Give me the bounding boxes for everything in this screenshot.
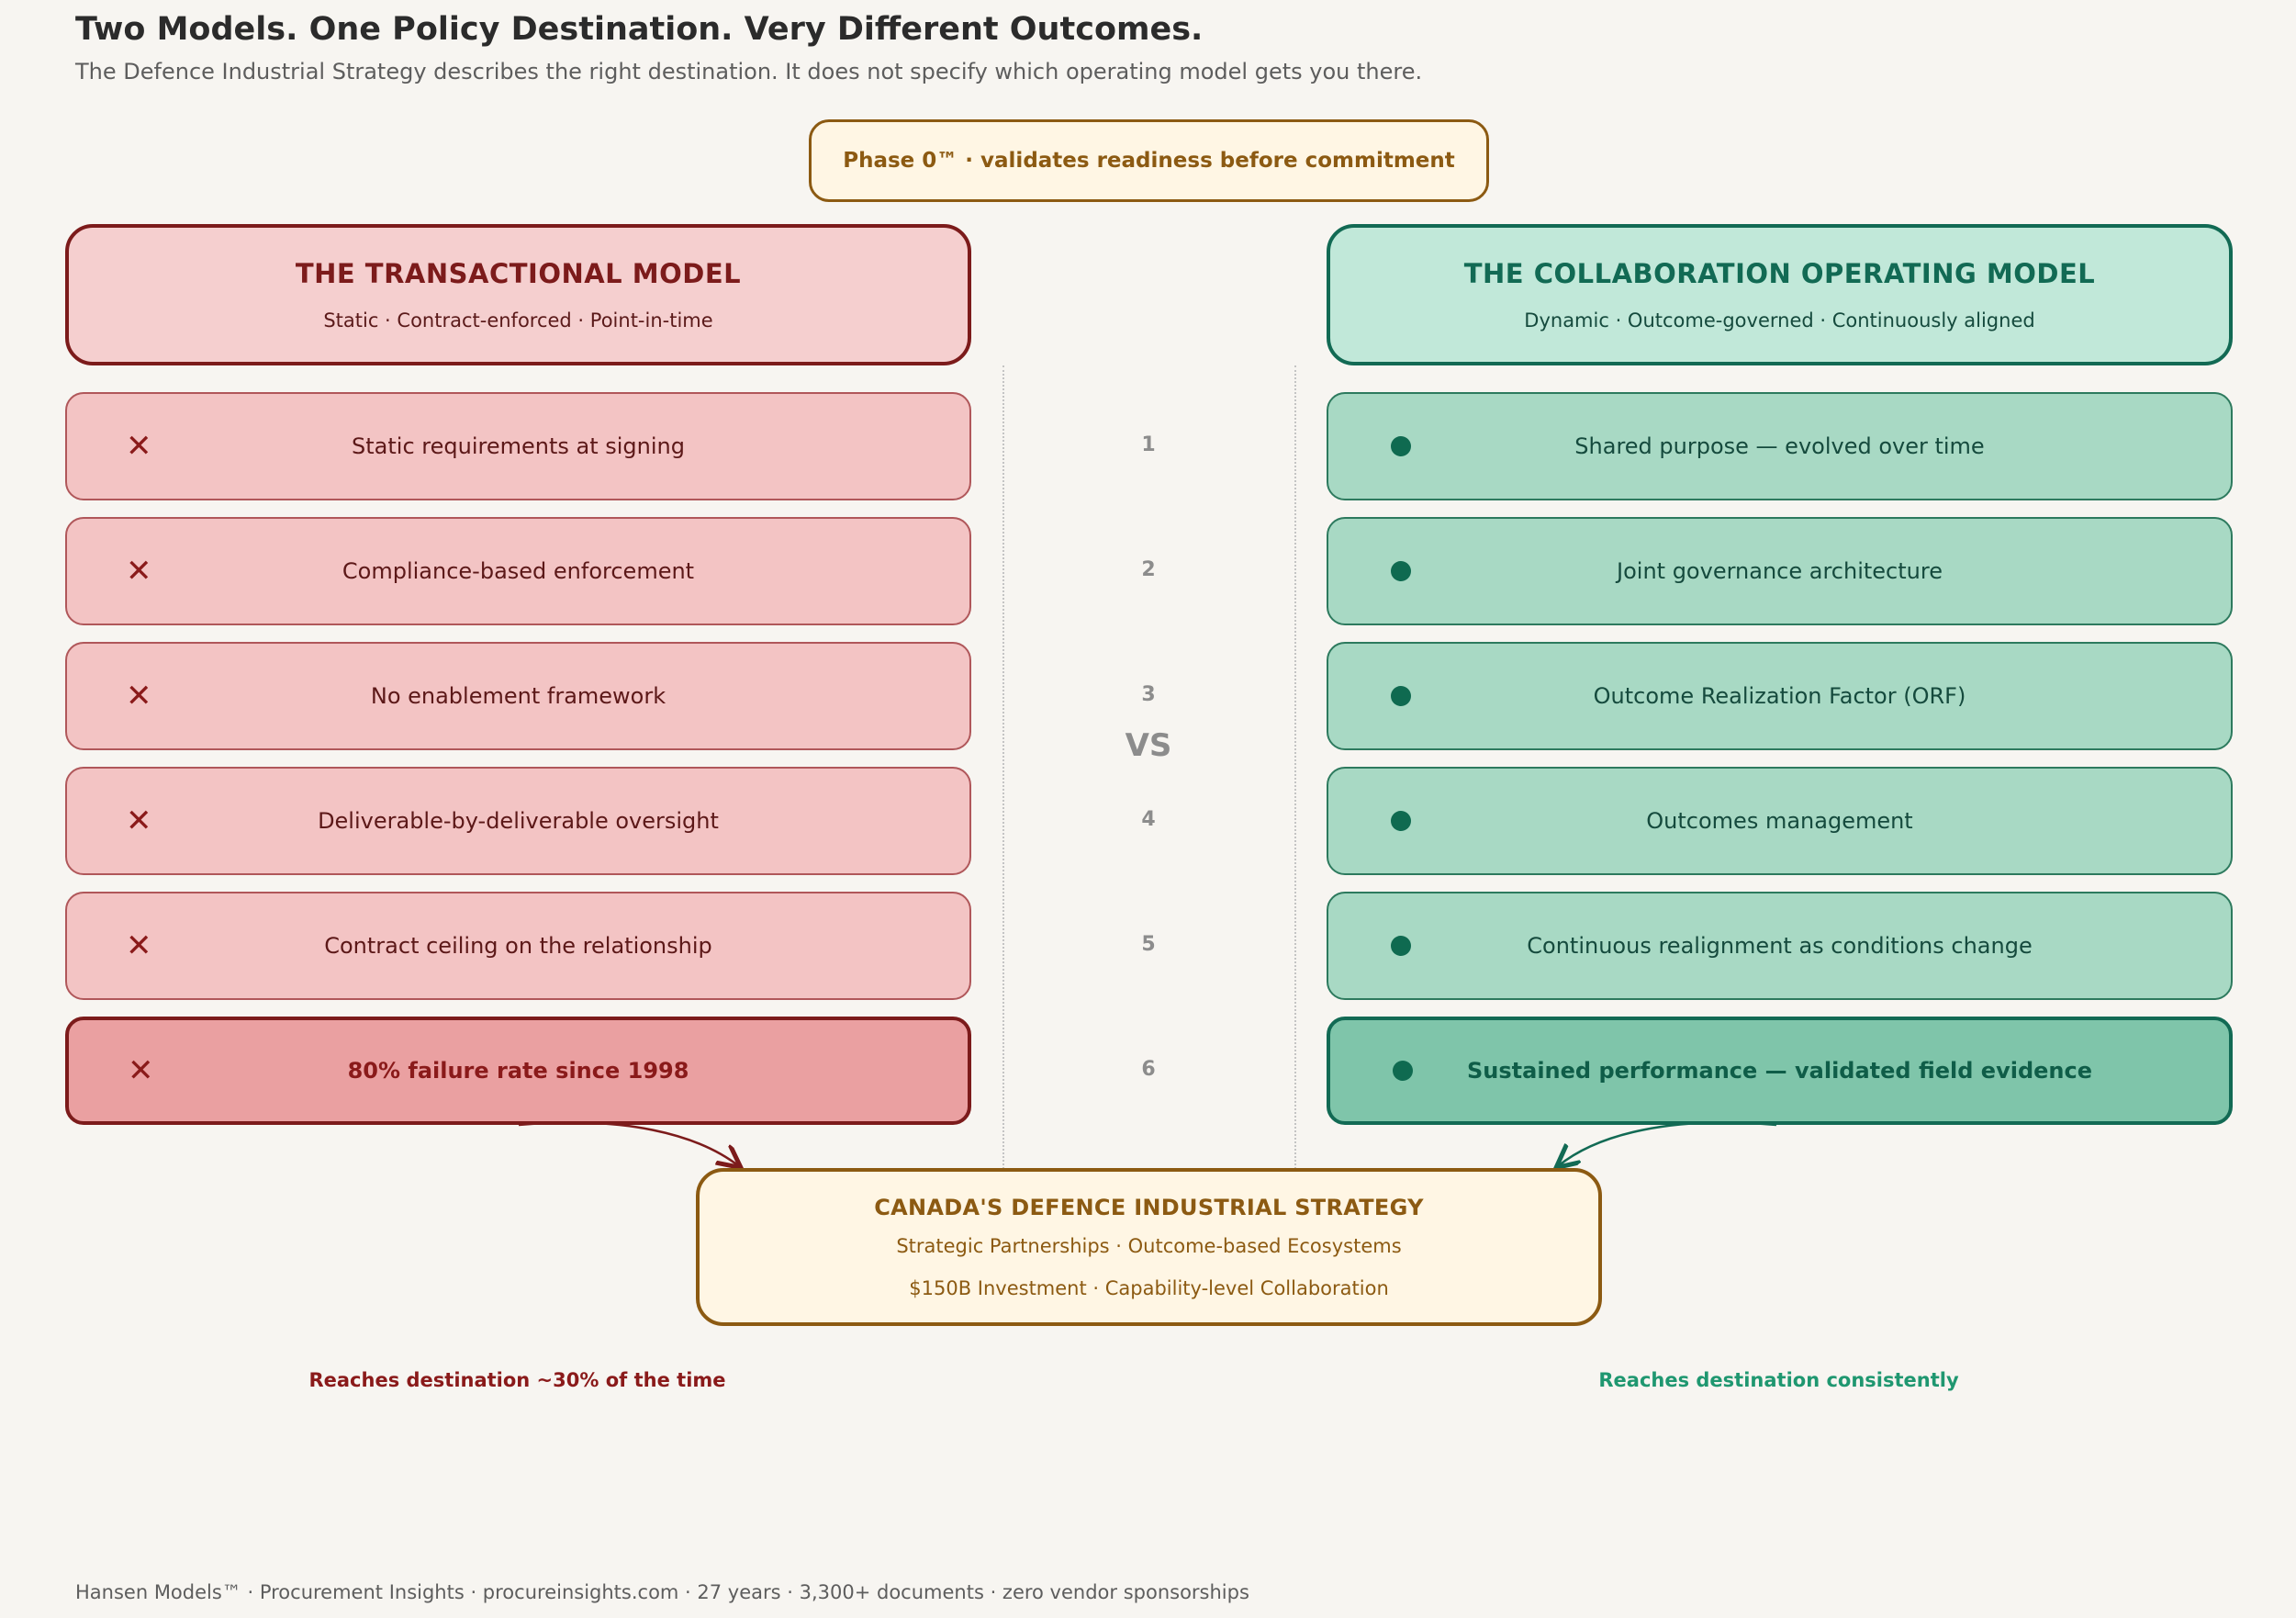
destination-box — [696, 1168, 1602, 1326]
destination-title: CANADA'S DEFENCE INDUSTRIAL STRATEGY — [874, 1195, 1424, 1220]
collaboration-arrow — [1558, 1122, 1776, 1166]
transactional-model-subtitle: Static · Contract-enforced · Point-in-time — [323, 309, 713, 331]
transactional-item-label: No enablement framework — [370, 683, 666, 709]
transactional-item-label: 80% failure rate since 1998 — [347, 1058, 689, 1084]
collaboration-item-label: Sustained performance — validated field evidence — [1467, 1058, 2092, 1084]
collaboration-outcome: Reaches destination consistently — [1598, 1369, 1959, 1391]
transactional-item-label: Contract ceiling on the relationship — [324, 933, 712, 959]
transactional-arrow — [519, 1122, 739, 1166]
collaboration-model-subtitle: Dynamic · Outcome-governed · Continuously aligned — [1524, 309, 2035, 331]
row-number-4: 4 — [1141, 808, 1156, 831]
cross-icon: ✕ — [126, 678, 152, 714]
vs-label: VS — [1125, 727, 1172, 764]
row-number-2: 2 — [1141, 558, 1156, 581]
transactional-item-label: Static requirements at signing — [352, 433, 685, 459]
page-title: Two Models. One Policy Destination. Very Different Outcomes. — [75, 11, 1204, 48]
cross-icon: ✕ — [126, 803, 152, 839]
row-number-6: 6 — [1141, 1058, 1156, 1081]
transactional-model-title: THE TRANSACTIONAL MODEL — [295, 258, 742, 289]
transactional-item-label: Compliance-based enforcement — [342, 558, 695, 584]
collaboration-item-label: Continuous realignment as conditions change — [1527, 933, 2033, 959]
collaboration-item-label: Outcomes management — [1646, 808, 1913, 834]
row-number-5: 5 — [1141, 933, 1156, 956]
transactional-outcome: Reaches destination ~30% of the time — [308, 1369, 726, 1391]
collaboration-item-label: Shared purpose — evolved over time — [1574, 433, 1985, 459]
footer-credits: Hansen Models™ · Procurement Insights · procureinsights.com · 27 years · 3,300+ documents · zero vendor sponsorships — [75, 1581, 1249, 1603]
destination-line-2: $150B Investment · Capability-level Collaboration — [909, 1277, 1389, 1299]
destination-line-1: Strategic Partnerships · Outcome-based Ecosystems — [896, 1235, 1402, 1257]
collaboration-item-label: Joint governance architecture — [1617, 558, 1943, 584]
cross-icon: ✕ — [128, 1052, 154, 1089]
cross-icon: ✕ — [126, 927, 152, 964]
row-number-1: 1 — [1141, 433, 1156, 456]
page-subtitle: The Defence Industrial Strategy describes the right destination. It does not specify which operating model gets you there. — [75, 59, 1423, 84]
cross-icon: ✕ — [126, 428, 152, 465]
phase-badge: Phase 0™ · validates readiness before commitment — [809, 119, 1489, 202]
collaboration-item-label: Outcome Realization Factor (ORF) — [1593, 683, 1966, 709]
cross-icon: ✕ — [126, 553, 152, 590]
row-number-3: 3 — [1141, 683, 1156, 706]
collaboration-model-title: THE COLLABORATION OPERATING MODEL — [1463, 258, 2096, 289]
transactional-item-label: Deliverable-by-deliverable oversight — [318, 808, 719, 834]
